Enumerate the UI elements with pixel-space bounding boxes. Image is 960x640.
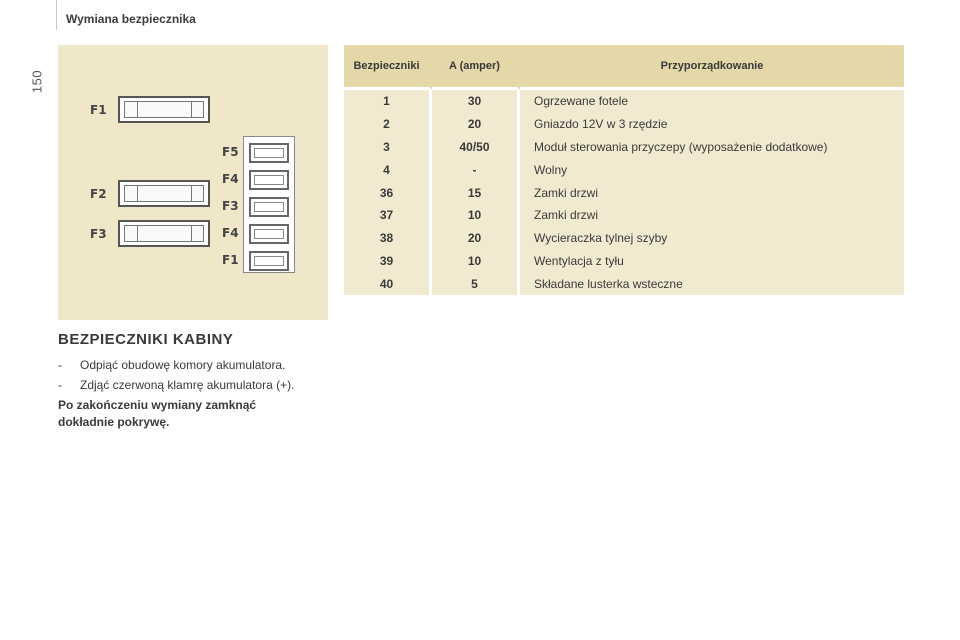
cell-amp: 10 <box>432 204 520 227</box>
fuse-f3-large <box>118 220 210 247</box>
step-dash: - <box>58 378 62 392</box>
table-row <box>344 136 904 159</box>
step-dash: - <box>58 358 62 372</box>
fuse-table <box>344 45 904 295</box>
cell-amp: 30 <box>432 90 520 113</box>
fuse-slot <box>249 170 289 190</box>
diagram-label-right-3: F3 <box>222 199 239 213</box>
table-row <box>344 181 904 204</box>
cell-fuse: 3 <box>344 136 432 159</box>
page-header-title: Wymiana bezpiecznika <box>66 12 196 26</box>
section-title: BEZPIECZNIKI KABINY <box>58 331 234 348</box>
cell-assignment: Zamki drzwi <box>520 204 904 227</box>
cell-amp: 10 <box>432 250 520 273</box>
cell-assignment: Ogrzewane fotele <box>520 90 904 113</box>
table-row <box>344 158 904 181</box>
fuse-slot <box>249 251 289 271</box>
fuse-f1-large <box>118 96 210 123</box>
diagram-label-right-2: F4 <box>222 172 239 186</box>
fuse-slot <box>249 197 289 217</box>
cell-assignment: Wolny <box>520 158 904 181</box>
side-rule <box>56 0 57 30</box>
instruction-step <box>58 378 294 392</box>
fuse-block <box>243 136 295 273</box>
cell-assignment: Gniazdo 12V w 3 rzędzie <box>520 113 904 136</box>
table-row <box>344 90 904 113</box>
cell-fuse: 37 <box>344 204 432 227</box>
cell-assignment: Wentylacja z tyłu <box>520 250 904 273</box>
table-row <box>344 227 904 250</box>
cell-assignment: Moduł sterowania przyczepy (wyposażenie dodatkowe) <box>520 136 904 159</box>
diagram-label-left-3: F3 <box>90 227 107 241</box>
table-body <box>344 90 904 295</box>
cell-assignment: Zamki drzwi <box>520 181 904 204</box>
table-row <box>344 272 904 295</box>
cell-amp: 15 <box>432 181 520 204</box>
fuse-slot <box>249 224 289 244</box>
diagram-label-left-2: F2 <box>90 187 107 201</box>
table-row <box>344 204 904 227</box>
step-text: Zdjąć czerwoną klamrę akumulatora (+). <box>80 378 295 392</box>
fuse-slot <box>249 143 289 163</box>
cell-amp: 40/50 <box>432 136 520 159</box>
closing-note: Po zakończeniu wymiany zamknąć dokładnie pokrywę. <box>58 398 257 429</box>
page-number: 150 <box>29 69 45 94</box>
table-header-row <box>344 45 904 90</box>
column-header-assignment: Przyporządkowanie <box>520 45 904 90</box>
cell-assignment: Składane lusterka wsteczne <box>520 272 904 295</box>
diagram-label-right-4: F4 <box>222 226 239 240</box>
column-header-amp: A (amper) <box>432 45 520 90</box>
fuse-f2-large <box>118 180 210 207</box>
diagram-label-left-1: F1 <box>90 103 107 117</box>
cell-fuse: 38 <box>344 227 432 250</box>
cell-fuse: 1 <box>344 90 432 113</box>
cell-amp: 20 <box>432 113 520 136</box>
diagram-label-right-5: F1 <box>222 253 239 267</box>
table-row <box>344 250 904 273</box>
cell-amp: - <box>432 158 520 181</box>
cell-fuse: 39 <box>344 250 432 273</box>
diagram-label-right-1: F5 <box>222 145 239 159</box>
cell-fuse: 40 <box>344 272 432 295</box>
table-row <box>344 113 904 136</box>
cell-amp: 5 <box>432 272 520 295</box>
instruction-step <box>58 358 285 372</box>
step-text: Odpiąć obudowę komory akumulatora. <box>80 358 286 372</box>
cell-assignment: Wycieraczka tylnej szyby <box>520 227 904 250</box>
cell-fuse: 36 <box>344 181 432 204</box>
cell-fuse: 2 <box>344 113 432 136</box>
column-header-fuse: Bezpieczniki <box>344 45 432 90</box>
cell-amp: 20 <box>432 227 520 250</box>
cell-fuse: 4 <box>344 158 432 181</box>
